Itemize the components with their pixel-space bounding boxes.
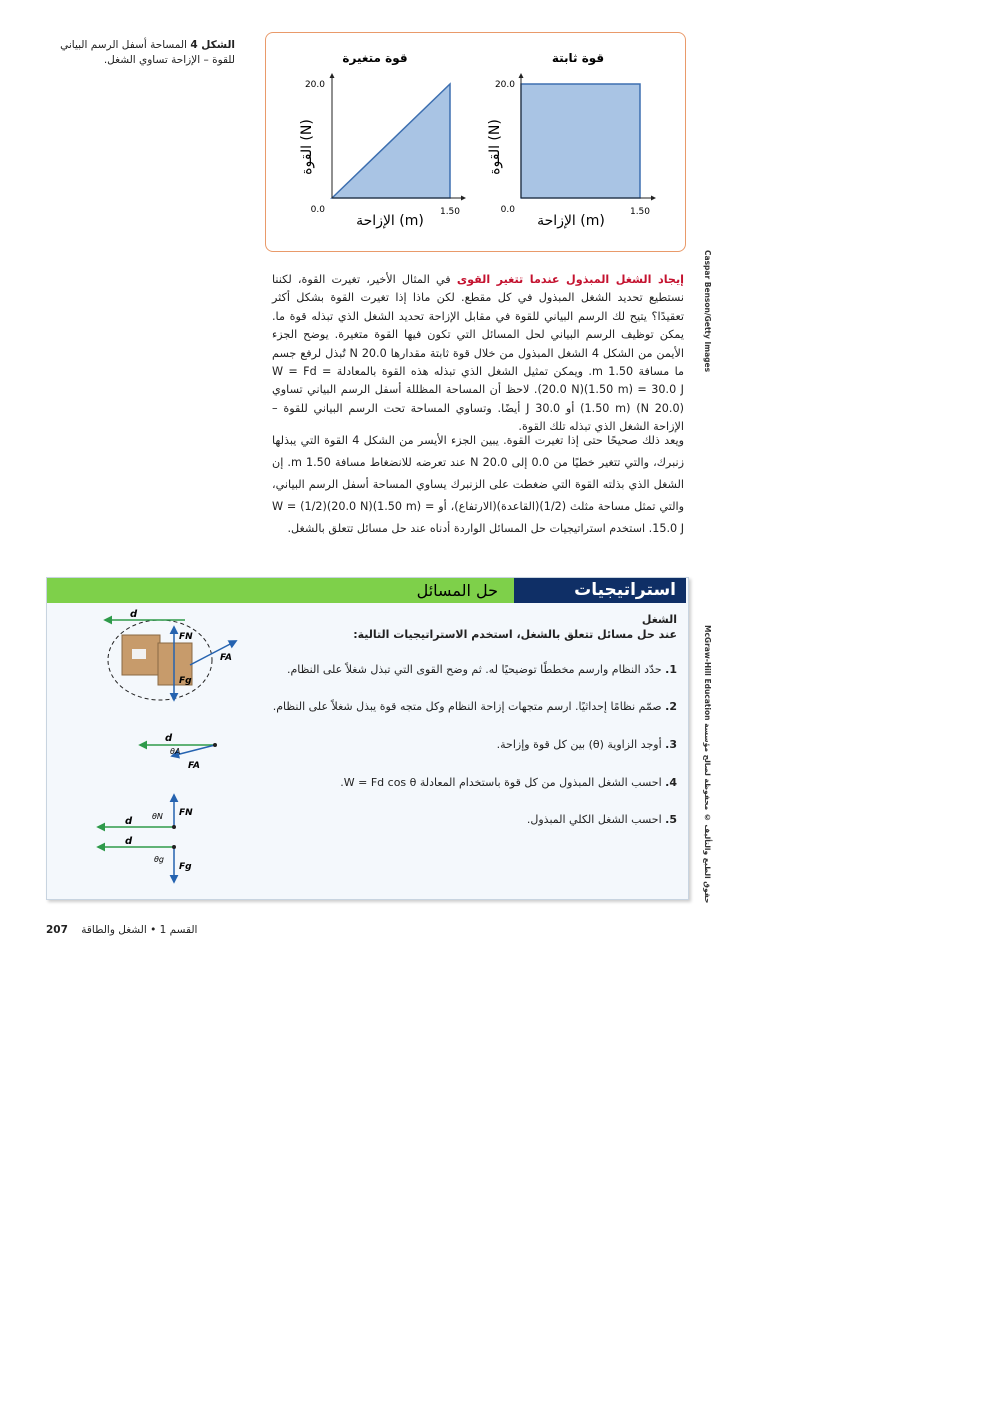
force-displacement-graphs [265,32,686,252]
fg-label: Fg [179,862,192,872]
d-label: d [130,609,138,620]
step-text: احسب الشغل الكلي المبذول. [526,813,662,826]
variable-force-title: قوة متغيرة [342,51,408,65]
variable-force-area [332,84,450,198]
fn-label: FN [179,808,193,818]
paragraph-1-heading: إيجاد الشغل المبذول عندما تتغير القوى [456,273,684,286]
fa-label: FA [188,761,200,771]
strategy-step [240,737,677,753]
strategies-intro-text: عند حل مسائل تتعلق بالشغل، استخدم الاستراتيجيات التالية: [353,628,677,641]
theta-g-label: θg [154,855,164,864]
strategy-step [240,699,677,715]
page-footer [46,924,197,936]
theta-a-label: θA [170,747,181,756]
constant-force-graph [487,51,655,229]
step-number: 1. [665,663,677,676]
work-vector-diagrams [90,605,250,890]
photo-credit: Caspar Benson/Getty Images [703,250,712,373]
right-origin-tick: 0.0 [500,205,515,215]
variable-force-graph [299,51,465,229]
constant-force-area [521,84,640,198]
figure-caption-label: الشكل 4 [190,39,235,51]
step-number: 3. [665,738,677,751]
step-number: 2. [665,700,677,713]
page-number: 207 [46,924,68,936]
step-text: صمّم نظامًا إحداثيًا. ارسم متجهات إزاحة النظام وكل متجه قوة يبذل شغلاً على النظام. [272,700,662,713]
origin-dot [172,845,176,849]
strategies-topic: الشغل [641,613,677,626]
box-label-icon [132,649,146,659]
left-y-max-tick: 20.0 [304,80,325,90]
d-label: d [125,816,133,827]
left-origin-tick: 0.0 [310,205,325,215]
step-text: احسب الشغل المبذول من كل قوة باستخدام المعادلة W = Fd cos θ. [340,776,662,789]
step-number: 4. [665,776,677,789]
figure-caption-text: المساحة أسفل الرسم البياني للقوة – الإزاحة تساوي الشغل. [60,39,235,66]
strategies-header [47,578,686,603]
strategies-header-light: حل المسائل [47,578,514,603]
step-text: حدّد النظام وارسم مخططًا توضيحيًا له. ثم وضح القوى التي تبذل شغلاً على النظام. [286,663,662,676]
fa-label: FA [220,653,232,663]
right-x-max-tick: 1.50 [629,207,651,217]
strategies-header-dark: استراتيجيات [514,578,686,603]
paragraph-2: ويعد ذلك صحيحًا حتى إذا تغيرت القوة. يبين الجزء الأيسر من الشكل 4 القوة التي يبذلها زنبرك، والتي تتغير خطيًا من 0.0 إلى 20.0 N عند تعرضه للانضغاط مسافة 1.50 m. إن الشغل الذي بذلته القوة التي ضغطت على الزنبرك يساوي المساحة أسفل الرسم البياني، والتي تمثل مساحة مثلث (1/2)(القاعدة)(الارتفاع)، أو W = (1/2)(20.0 N)(1.50 m) = 15.0 J. استخدم استراتيجيات حل المسائل الواردة أدناه عند حل مسائل تتعلق بالشغل. [272,434,684,535]
unit-title: القسم 1 • الشغل والطاقة [81,924,198,936]
fg-label: Fg [179,676,192,686]
left-x-max-tick: 1.50 [439,207,461,217]
strategy-step [240,662,677,678]
paragraph-1-text: في المثال الأخير، تغيرت القوة، لكننا نستطيع تحديد الشغل المبذول في كل مقطع. لكن ماذا إذا تغيرت القوة بشكل أكثر تعقيدًا؟ يتيح لك الرسم البياني للقوة في مقابل الإزاحة تحديد الشغل الذي تبذله قوة ما. يمكن توظيف الرسم البياني لحل المسائل التي تكون فيها القوة متغيرة. يوضح الجزء الأيمن من الشكل 4 الشغل المبذول من خلال قوة ثابتة مقدارها 20.0 N تُبذل لرفع جسم ما مسافة 1.50 m. ويمكن تمثيل الشغل الذي تبذله هذه القوة بالمعادلة W = Fd = (20.0 N)(1.50 m) = 30.0 J. لاحظ أن المساحة المظللة أسفل الرسم البياني تساوي (20.0 N) (1.50 m) أو 30.0 J أيضًا. وتساوي المساحة تحت الرسم البياني للقوة – الإزاحة الشغل الذي تبذله تلك القوة. [272,273,685,434]
strategy-step [240,812,677,828]
origin-dot [172,825,176,829]
left-y-label: القوة (N) [299,119,315,175]
step-text: أوجد الزاوية (θ) بين كل قوة وإزاحة. [496,738,662,751]
strategies-intro [330,612,677,642]
step-number: 5. [665,813,677,826]
fn-label: FN [179,632,193,642]
right-x-label: الإزاحة (m) [537,213,605,229]
figure-caption [60,38,235,68]
origin-dot [213,743,217,747]
theta-n-label: θN [152,812,163,821]
right-y-label: القوة (N) [487,119,503,175]
left-x-label: الإزاحة (m) [356,213,424,229]
right-y-max-tick: 20.0 [494,80,515,90]
paragraph-1 [272,271,684,437]
d-label: d [125,836,133,847]
constant-force-title: قوة ثابتة [551,51,605,65]
strategy-step [240,775,677,791]
copyright-notice: حقوق الطبع والتأليف © محفوظة لصالح مؤسسة McGraw-Hill Education [703,625,712,904]
d-label: d [165,733,173,744]
